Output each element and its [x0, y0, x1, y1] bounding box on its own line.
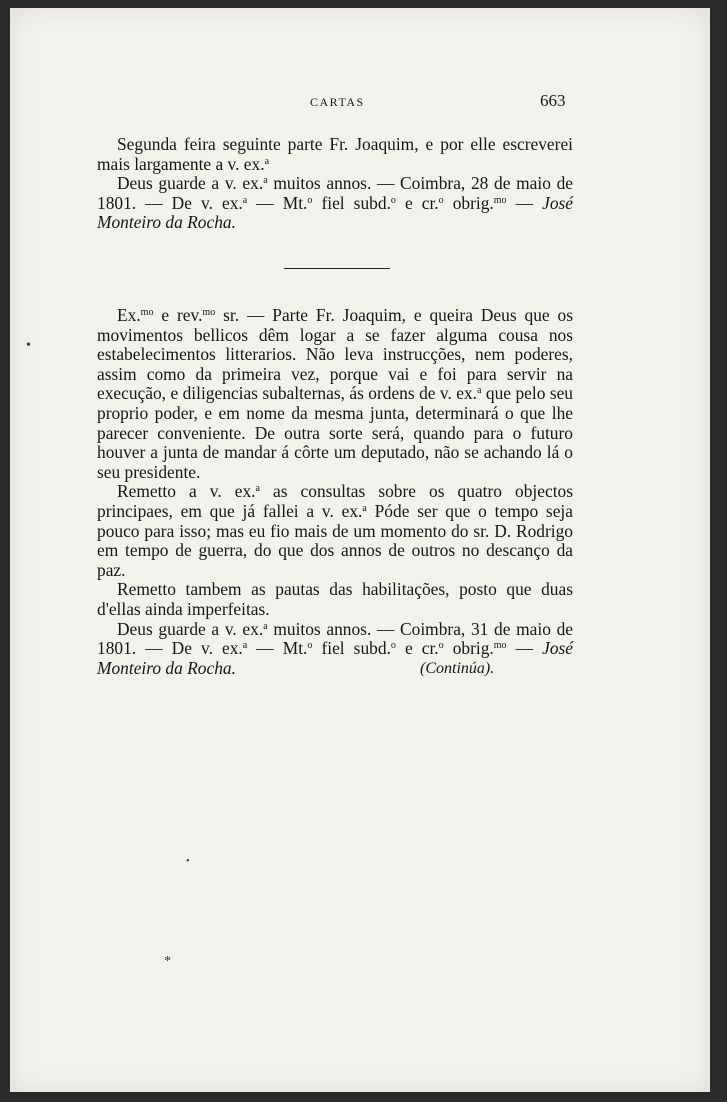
book-page	[10, 8, 710, 1092]
running-title: CARTAS	[310, 95, 365, 109]
margin-bullet-mark: •	[26, 338, 31, 353]
letter-2	[97, 306, 573, 678]
continues-note: (Continúa).	[420, 660, 495, 677]
letter-2-paragraph-1: Ex.$^{mo}$ e rev.$^{mo}$ sr. — Parte Fr. Joaquim, e queira Deus que os movimentos bellicos dêm logar a se fazer alguma cousa nos estabelecimentos litterarios. Não leva instrucções, nem poderes, assim como da primeira vez, porque vai e foi para servir na execução, e diligencias subalternas, ás ordens de v. ex.$^a$ que pelo seu proprio poder, e em nome da mesma junta, determinará o que lhe parecer conveniente. De outra sorte será, quando para o futuro houver a junta de mandar á côrte um deputado, não se achando lá o seu presidente.	[97, 305, 573, 482]
letter-1	[97, 135, 573, 233]
section-divider	[284, 268, 390, 269]
asterisk-mark: *	[164, 954, 171, 969]
letter-2-closing: Deus guarde a v. ex.$^a$ muitos annos. — Coimbra, 31 de maio de 1801. — De v. ex.$^a$ — Mt.$^o$ fiel subd.$^o$ e cr.$^o$ obrig.$^{mo}$ — José Monteiro da Rocha.	[97, 618, 574, 678]
stray-dot-mark: •	[186, 856, 190, 867]
letter-1-closing: Deus guarde a v. ex.$^a$ muitos annos. — Coimbra, 28 de maio de 1801. — De v. ex.$^a$ — Mt.$^o$ fiel subd.$^o$ e cr.$^o$ obrig.$^{mo}$ — José Monteiro da Rocha.	[97, 173, 574, 233]
page-number: 663	[540, 91, 566, 110]
letter-2-paragraph-3: Remetto tambem as pautas das habilitações, posto que duas d'ellas ainda imperfeitas.	[97, 579, 573, 619]
running-head	[10, 91, 710, 115]
letter-2-signature: José Monteiro da Rocha.	[97, 638, 573, 678]
letter-1-paragraph: Segunda feira seguinte parte Fr. Joaquim, e por elle escreverei mais largamente a v. ex.$^a$	[97, 134, 573, 174]
letter-1-signature: José Monteiro da Rocha.	[97, 192, 573, 233]
letter-2-paragraph-2: Remetto a v. ex.$^a$ as consultas sobre os quatro objectos principaes, em que já fallei a v. ex.$^a$ Póde ser que o tempo seja pouco para isso; mas eu fio mais de um momento do sr. D. Rodrigo em tempo de guerra, do que dos annos de outros no descanço da paz.	[97, 481, 573, 580]
